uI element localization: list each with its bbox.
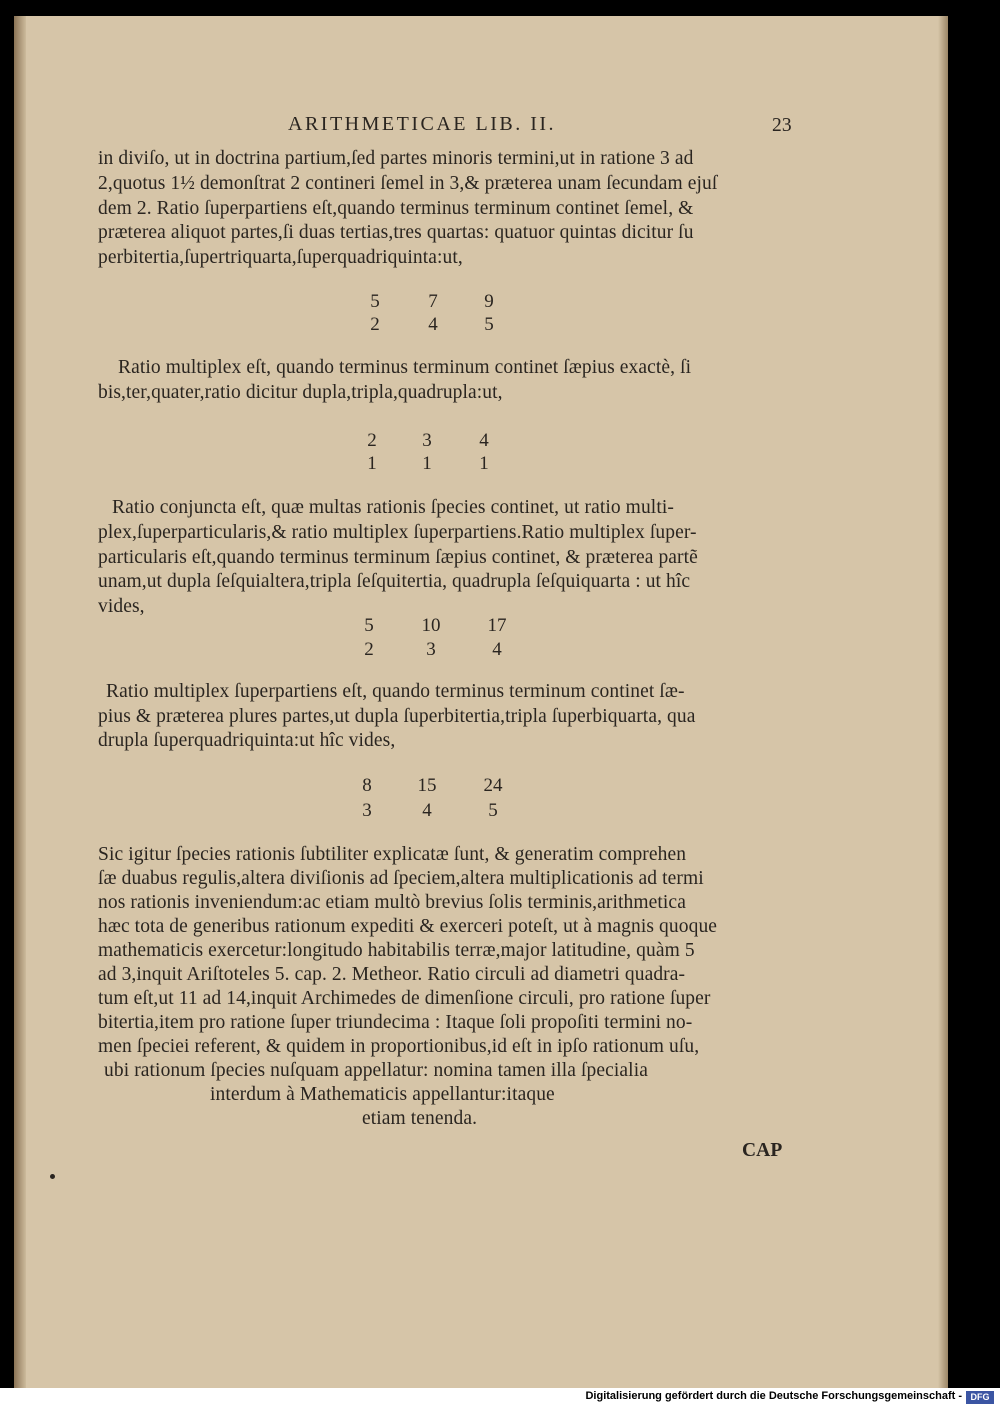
ratio-numerator: 7	[428, 291, 438, 312]
ratio-numerator: 5	[364, 615, 374, 636]
text-line: 2,quotus 1½ demonſtrat 2 contineri ſemel in 3,& prӕterea unam ſecundam ejuſ	[98, 173, 718, 194]
text-line: Ratio multiplex eſt, quando terminus terminum continet ſӕpius exactè, ſi	[118, 357, 692, 378]
text-line: mathematicis exercetur:longitudo habitabilis terrӕ,major latitudine, quàm 5	[98, 940, 695, 961]
running-title: ARITHMETICAE LIB. II.	[288, 113, 557, 135]
ratio-denominator: 4	[492, 639, 502, 660]
dfg-logo: DFG	[966, 1391, 994, 1404]
ratio-denominator: 1	[422, 453, 432, 474]
ratio-denominator: 5	[488, 800, 498, 821]
catchword: CAP	[742, 1140, 783, 1161]
text-line: pius & prӕterea plures partes,ut dupla ſuperbitertia,tripla ſuperbiquarta, qua	[98, 706, 696, 727]
text-line: prӕterea aliquot partes,ſi duas tertias,tres quartas: quatuor quintas dicitur ſu	[98, 222, 694, 243]
ratio-denominator: 2	[364, 639, 374, 660]
text-line: perbitertia,ſupertriquarta,ſuperquadriquinta:ut,	[98, 247, 463, 268]
ratio-numerator: 17	[487, 615, 507, 636]
ratio-numerator: 10	[421, 615, 441, 636]
text-line: particularis eſt,quando terminus terminum ſӕpius continet, & prӕterea partẽ	[98, 547, 698, 568]
text-line: Ratio conjuncta eſt, quӕ multas rationis ſpecies continet, ut ratio multi-	[112, 497, 674, 518]
text-line: Sic igitur ſpecies rationis ſubtiliter explicatӕ ſunt, & generatim comprehen	[98, 844, 687, 865]
text-line: bitertia,item pro ratione ſuper triundecima : Itaque ſoli propoſiti termini no-	[98, 1012, 693, 1033]
ratio-denominator: 1	[479, 453, 489, 474]
ratio-denominator: 4	[422, 800, 432, 821]
text-line: plex,ſuperparticularis,& ratio multiplex ſuperpartiens.Ratio multiplex ſuper-	[98, 522, 697, 543]
ratio-denominator: 2	[370, 314, 380, 335]
ratio-denominator: 3	[362, 800, 372, 821]
ratio-denominator: 1	[367, 453, 377, 474]
page-number: 23	[772, 115, 792, 136]
text-line: ſӕ duabus regulis,altera diviſionis ad ſpeciem,altera multiplicationis ad termi	[98, 868, 704, 889]
text-line: nos rationis inveniendum:ac etiam multò brevius ſolis terminis,arithmetica	[98, 892, 686, 913]
text-line: men ſpeciei referent, & quidem in proportionibus,id eſt in ipſo rationum uſu,	[98, 1036, 700, 1057]
ratio-denominator: 3	[426, 639, 436, 660]
text-line: Ratio multiplex ſuperpartiens eſt, quando terminus terminum continet ſӕ-	[106, 681, 685, 702]
text-line: hӕc tota de generibus rationum expediti & exerceri poteſt, ut à magnis quoque	[98, 916, 718, 937]
ratio-numerator: 4	[479, 430, 489, 451]
ratio-numerator: 3	[422, 430, 432, 451]
text-line: ad 3,inquit Ariſtoteles 5. cap. 2. Metheor. Ratio circuli ad diametri quadra-	[98, 964, 686, 985]
footer-credit: Digitalisierung gefördert durch die Deutsche Forschungsgemeinschaft -	[585, 1390, 962, 1402]
ratio-denominator: 5	[484, 314, 494, 335]
ratio-numerator: 24	[483, 775, 503, 796]
text-line: vides,	[98, 596, 145, 617]
text-line: dem 2. Ratio ſuperpartiens eſt,quando terminus terminum continet ſemel, &	[98, 198, 694, 219]
text-line: drupla ſuperquadriquinta:ut hîc vides,	[98, 730, 396, 751]
ink-spot	[50, 1174, 55, 1179]
ratio-numerator: 8	[362, 775, 372, 796]
ratio-denominator: 4	[428, 314, 438, 335]
ratio-numerator: 15	[417, 775, 437, 796]
ratio-numerator: 9	[484, 291, 494, 312]
text-line: tum eſt,ut 11 ad 14,inquit Archimedes de dimenſione circuli, pro ratione ſuper	[98, 988, 711, 1009]
text-line: bis,ter,quater,ratio dicitur dupla,tripla,quadrupla:ut,	[98, 382, 503, 403]
ratio-numerator: 5	[370, 291, 380, 312]
footer-bar	[0, 1388, 1000, 1408]
text-line: interdum à Mathematicis appellantur:itaque	[210, 1084, 555, 1105]
ratio-numerator: 2	[367, 430, 377, 451]
text-line: unam,ut dupla ſeſquialtera,tripla ſeſquitertia, quadrupla ſeſquiquarta : ut hîc	[98, 571, 691, 592]
text-line: ubi rationum ſpecies nuſquam appellatur: nomina tamen illa ſpecialia	[104, 1060, 648, 1081]
text-line: in diviſo, ut in doctrina partium,ſed partes minoris termini,ut in ratione 3 ad	[98, 148, 694, 169]
text-line: etiam tenenda.	[362, 1108, 478, 1129]
book-page	[14, 16, 948, 1388]
